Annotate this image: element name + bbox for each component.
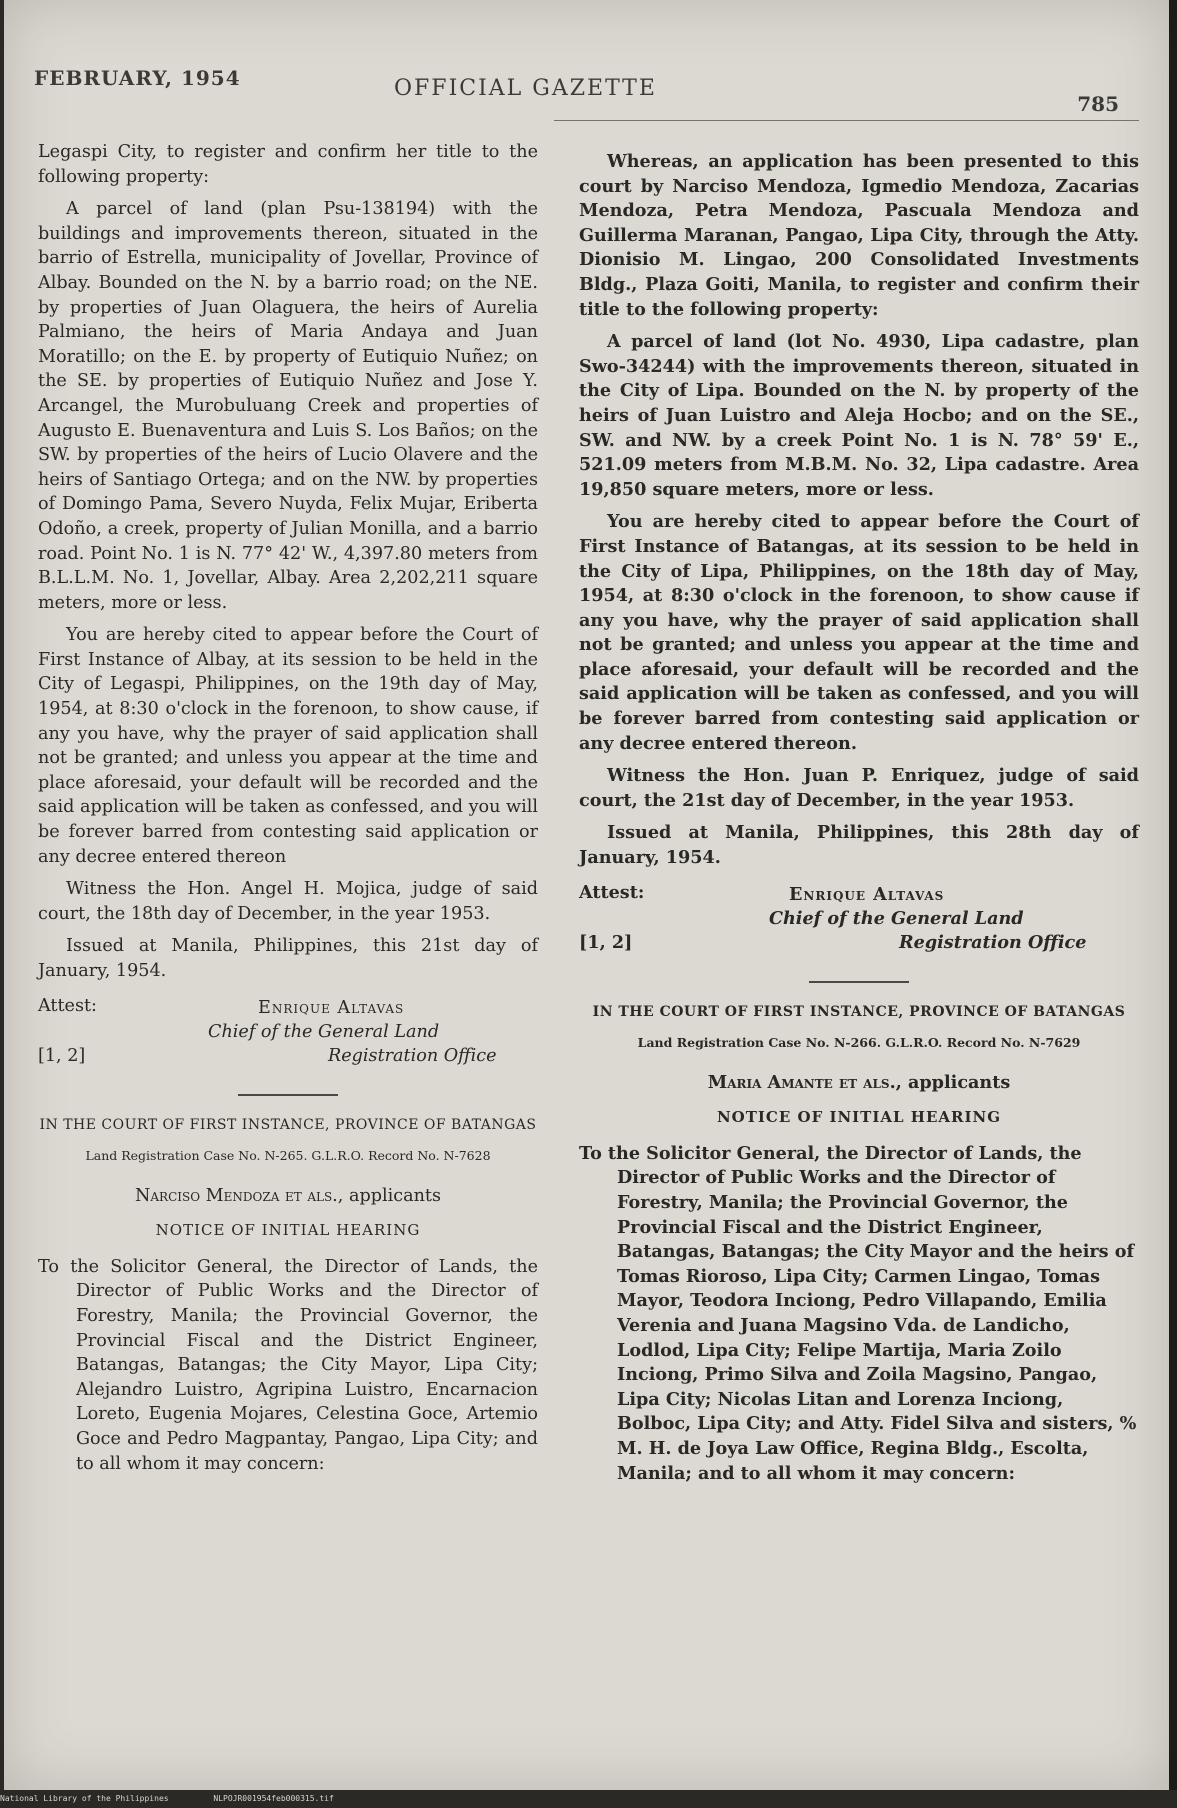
paragraph: Whereas, an application has been presented to this court by Narciso Mendoza, Igmedio Mendoza, Zacarias Mendoza, Petra Mendoza, Pascuala Mendoza and Guillerma Maranan, Pangao, Lipa City, through the Atty. Dionisio M. Lingao, 200 Consolidated Investments Bldg., Plaza Goiti, Manila, to register and confirm their title to the following property: xyxy=(579,151,1139,320)
attest-label: Attest: xyxy=(579,881,645,903)
applicants-suffix: , applicants xyxy=(337,1185,442,1206)
header-rule xyxy=(554,120,1139,121)
signatory-name: Enrique Altavas xyxy=(258,997,405,1018)
library-credit: National Library of the Philippines xyxy=(0,1794,169,1803)
court-heading: IN THE COURT OF FIRST INSTANCE, PROVINCE OF BATANGAS xyxy=(592,1003,1126,1020)
applicants-suffix: , applicants xyxy=(895,1071,1011,1093)
scan-footer xyxy=(0,1794,374,1803)
signatory-office: Registration Office xyxy=(899,931,1087,953)
attestation-block xyxy=(38,994,538,1076)
attestation-block xyxy=(579,881,1139,963)
attest-label: Attest: xyxy=(38,995,97,1016)
applicants-line xyxy=(38,1184,538,1209)
signatory-office: Registration Office xyxy=(328,1045,497,1066)
notice-heading: NOTICE OF INITIAL HEARING xyxy=(716,1108,1002,1127)
applicants-name: Maria Amante et als. xyxy=(707,1071,896,1093)
court-heading: IN THE COURT OF FIRST INSTANCE, PROVINCE OF BATANGAS xyxy=(39,1116,537,1133)
paragraph: You are hereby cited to appear before the Court of First Instance of Batangas, at its session to be held in the City of Lipa, Philippines, on the 18th day of May, 1954, at 8:30 o'clock in the forenoon, to show cause if any you have, why the prayer of said application shall not be granted; and unless you appear at the time and place aforesaid, your default will be recorded and the said application will be taken as confessed, and you will be forever barred from contesting said application or any decree entered thereon. xyxy=(579,511,1139,754)
addressees: To the Solicitor General, the Director of Lands, the Director of Public Works and the Director of Forestry, Manila; the Provincial Governor, the Provincial Fiscal and the District Engineer, Batangas, Batangas; the City Mayor and the heirs of Tomas Rioroso, Lipa City; Carmen Lingao, Tomas Mayor, Teodora Inciong, Pedro Villapando, Emilia Verenia and Juana Magsino Vda. de Landicho, Lodlod, Lipa City; Felipe Martija, Maria Zoilo Inciong, Primo Silva and Zoila Magsino, Pangao, Lipa City; Nicolas Litan and Lorenza Inciong, Bolboc, Lipa City; and Atty. Fidel Silva and sisters, % M. H. de Joya Law Office, Regina Bldg., Escolta, Manila; and to all whom it may concern: xyxy=(579,1142,1137,1484)
left-column xyxy=(38,140,538,1484)
paragraph: A parcel of land (plan Psu-138194) with the buildings and improvements thereon, situated in the barrio of Estrella, municipality of Jovellar, Province of Albay. Bounded on the N. by a barrio road; on the NE. by properties of Juan Olaguera, the heirs of Aurelia Palmiano, the heirs of Maria Andaya and Juan Moratillo; on the E. by property of Eutiquio Nuñez; on the SE. by properties of Eutiquio Nuñez and Jose Y. Arcangel, the Murobuluang Creek and properties of Augusto E. Buenaventura and Luis S. Los Baños; on the SW. by properties of the heirs of Lucio Olavere and the heirs of Santiago Ortega; and on the NW. by properties of Domingo Pama, Severo Nuyda, Felix Mujar, Eriberta Odoño, a creek, property of Julian Monilla, and a barrio road. Point No. 1 is N. 77° 42' W., 4,397.80 meters from B.L.L.M. No. 1, Jovellar, Albay. Area 2,202,211 square meters, more or less. xyxy=(38,199,538,613)
notice-heading: NOTICE OF INITIAL HEARING xyxy=(155,1221,421,1240)
right-column xyxy=(579,150,1139,1494)
paragraph: Witness the Hon. Juan P. Enriquez, judge of said court, the 21st day of December, in the year 1953. xyxy=(579,765,1139,811)
page-number: 785 xyxy=(1077,92,1119,116)
issue-code: [1, 2] xyxy=(579,931,633,953)
paragraph: Witness the Hon. Angel H. Mojica, judge of said court, the 18th day of December, in the year 1953. xyxy=(38,879,538,924)
addressees: To the Solicitor General, the Director of Lands, the Director of Public Works and the Director of Forestry, Manila; the Provincial Governor, the Provincial Fiscal and the District Engineer, Batangas, Batangas; the City Mayor, Lipa City; Alejandro Luistro, Agripina Luistro, Encarnacion Loreto, Eugenia Mojares, Celestina Goce, Artemio Goce and Pedro Magpantay, Pangao, Lipa City; and to all whom it may concern: xyxy=(38,1256,538,1474)
issue-date: FEBRUARY, 1954 xyxy=(34,66,241,90)
page-header xyxy=(34,62,1139,116)
issue-code: [1, 2] xyxy=(38,1045,86,1066)
paragraph: You are hereby cited to appear before the Court of First Instance of Albay, at its session to be held in the City of Legaspi, Philippines, on the 19th day of May, 1954, at 8:30 o'clock in the forenoon, to show cause, if any you have, why the prayer of said application shall not be granted; and unless you appear at the time and place aforesaid, your default will be recorded and the said application will be taken as confessed, and you will be forever barred from contesting said application or any decree entered thereon xyxy=(38,625,538,867)
paragraph: Issued at Manila, Philippines, this 21st day of January, 1954. xyxy=(38,936,538,981)
file-name: NLPOJR001954feb000315.tif xyxy=(213,1794,334,1803)
paragraph: Issued at Manila, Philippines, this 28th day of January, 1954. xyxy=(579,822,1139,869)
signatory-title: Chief of the General Land xyxy=(208,1021,440,1042)
section-divider xyxy=(238,1094,338,1096)
applicants-line xyxy=(579,1071,1139,1096)
signatory-title: Chief of the General Land xyxy=(769,907,1024,929)
gazette-page xyxy=(4,0,1169,1790)
applicants-name: Narciso Mendoza et als. xyxy=(134,1185,338,1206)
publication-title: OFFICIAL GAZETTE xyxy=(394,76,657,101)
section-divider xyxy=(809,981,909,983)
paragraph: Legaspi City, to register and confirm her title to the following property: xyxy=(38,142,538,187)
paragraph: A parcel of land (lot No. 4930, Lipa cadastre, plan Swo-34244) with the improvements thereon, situated in the City of Lipa. Bounded on the N. by property of the heirs of Juan Luistro and Aleja Hocbo; and on the SE., SW. and NW. by a creek Point No. 1 is N. 78° 59' E., 521.09 meters from M.B.M. No. 32, Lipa cadastre. Area 19,850 square meters, more or less. xyxy=(579,331,1139,500)
case-reference: Land Registration Case No. N-265. G.L.R.O. Record No. N-7628 xyxy=(85,1147,491,1163)
signatory-name: Enrique Altavas xyxy=(789,883,945,905)
scan-edge xyxy=(1169,0,1177,1790)
case-reference: Land Registration Case No. N-266. G.L.R.O. Record No. N-7629 xyxy=(637,1034,1081,1050)
